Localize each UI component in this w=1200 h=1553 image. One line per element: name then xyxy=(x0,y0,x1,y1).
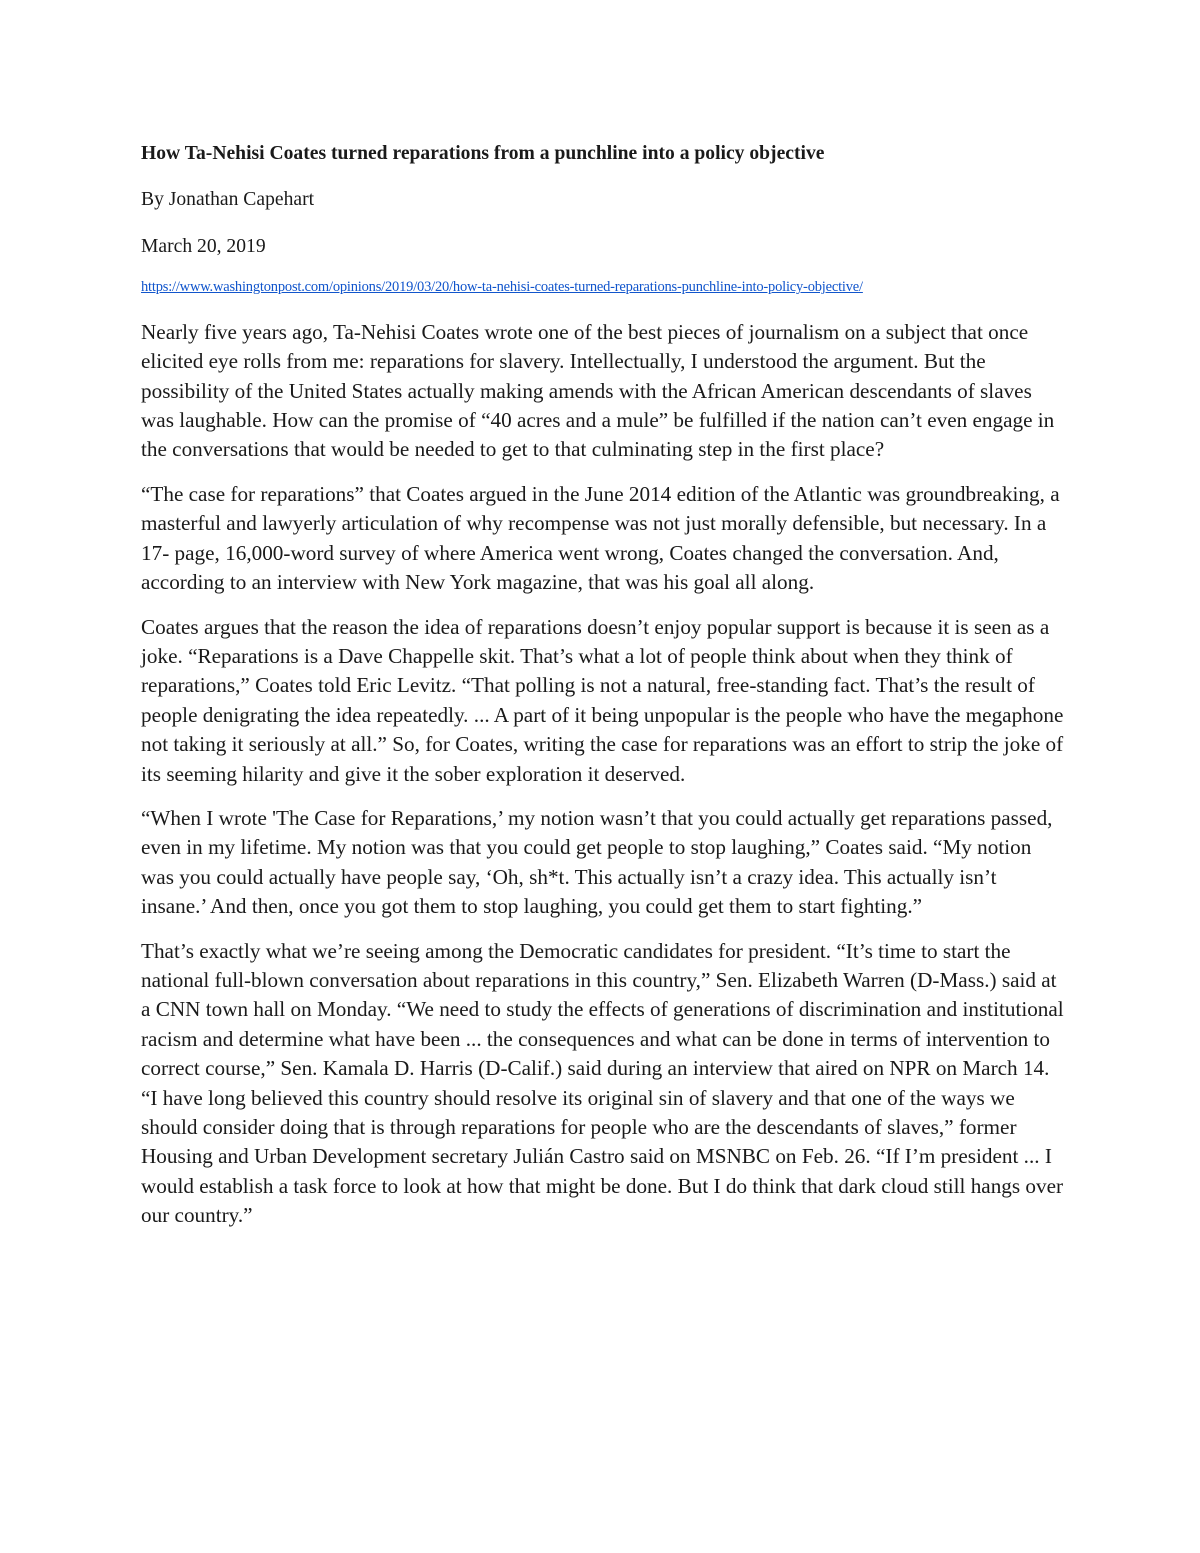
paragraph-1: Nearly five years ago, Ta-Nehisi Coates wrote one of the best pieces of journalism on a subject that once elicited eye rolls from me: reparations for slavery. Intellectually, I understood the argument. But the possibility of the United States actually making amends with the African American descendants of slaves was laughable. How can the promise of “40 acres and a mule” be fulfilled if the nation can’t even engage in the conversations that would be needed to get to that culminating step in the first place? xyxy=(141,319,1055,462)
article-title: How Ta-Nehisi Coates turned reparations from a punchline into a policy objective xyxy=(141,143,825,164)
paragraph-5: That’s exactly what we’re seeing among the Democratic candidates for president. “It’s time to start the national full-blown conversation about reparations in this country,” Sen. Elizabeth Warren (D-Mass.) said at a CNN town hall on Monday. “We need to study the effects of generations of discrimination and institutional racism and determine what have been ... the consequences and what can be done in terms of intervention to correct course,” Sen. Kamala D. Harris (D-Calif.) said during an interview that aired on NPR on March 14. “I have long believed this country should resolve its original sin of slavery and that one of the ways we should consider doing that is through reparations for people who are the descendants of slaves,” former Housing and Urban Development secretary Julián Castro said on MSNBC on Feb. 26. “If I’m president ... I would establish a task force to look at how that might be done. But I do think that dark cloud still hangs over our country.” xyxy=(141,938,1064,1228)
paragraph-2: “The case for reparations” that Coates argued in the June 2014 edition of the Atlantic was groundbreaking, a masterful and lawyerly articulation of why recompense was not just morally defensible, but necessary. In a 17- page, 16,000-word survey of where America went wrong, Coates changed the conversation. And, according to an interview with New York magazine, that was his goal all along. xyxy=(141,481,1060,595)
article-byline: By Jonathan Capehart xyxy=(141,189,315,211)
article-date: March 20, 2019 xyxy=(141,235,266,257)
article-url-link[interactable]: https://www.washingtonpost.com/opinions/2019/03/20/how-ta-nehisi-coates-turned-reparations-punchline-into-policy-objective/ xyxy=(141,279,863,296)
paragraph-3: Coates argues that the reason the idea of reparations doesn’t enjoy popular support is because it is seen as a joke. “Reparations is a Dave Chappelle skit. That’s what a lot of people think about when they think of reparations,” Coates told Eric Levitz. “That polling is not a natural, free-standing fact. That’s the result of people denigrating the idea repeatedly. ... A part of it being unpopular is the people who have the megaphone not taking it seriously at all.” So, for Coates, writing the case for reparations was an effort to strip the joke of its seeming hilarity and give it the sober exploration it deserved. xyxy=(141,614,1064,786)
paragraph-4: “When I wrote 'The Case for Reparations,’ my notion wasn’t that you could actually get reparations passed, even in my lifetime. My notion was that you could get people to stop laughing,” Coates said. “My notion was you could actually have people say, ‘Oh, sh*t. This actually isn’t a crazy idea. This actually isn’t insane.’ And then, once you got them to stop laughing, you could get them to start fighting.” xyxy=(141,805,1053,919)
